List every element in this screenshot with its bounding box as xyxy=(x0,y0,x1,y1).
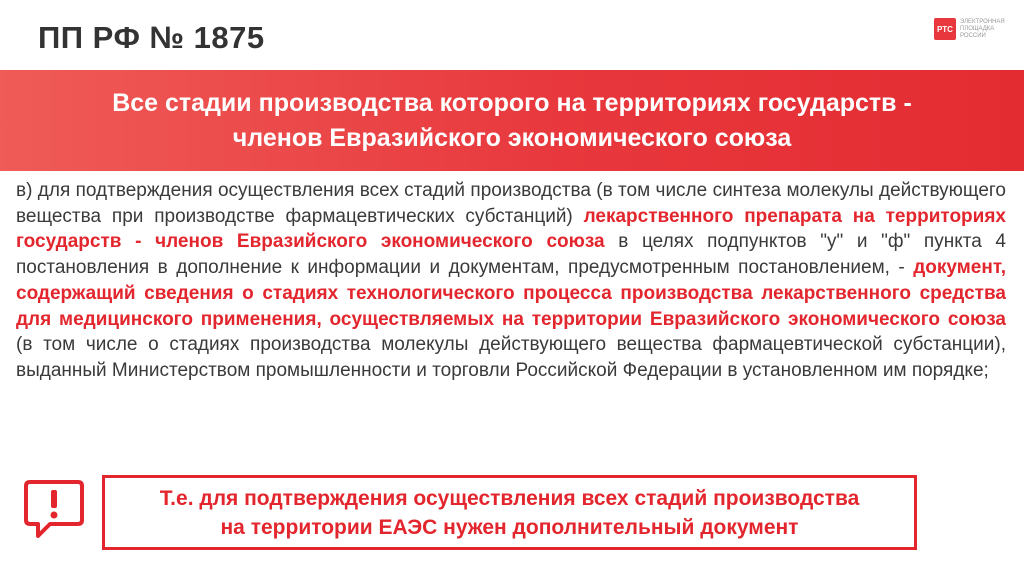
logo-text xyxy=(960,19,1005,40)
callout-line-2: на территории ЕАЭС нужен дополнительный документ xyxy=(220,515,799,539)
highlight-text-1: лекарственного препарата на территориях государств - членов Евразийского экономического союза xyxy=(16,205,1006,253)
logo-mark: РТС xyxy=(934,18,956,40)
logo-line-2: ПЛОЩАДКА xyxy=(960,26,995,32)
banner-line-1: Все стадии производства которого на территориях государств - xyxy=(112,88,912,117)
logo-line-1: ЭЛЕКТРОННАЯ xyxy=(960,19,1005,25)
logo xyxy=(934,18,1014,50)
logo-line-3: РОССИИ xyxy=(960,33,986,39)
highlight-text-2: документ, содержащий сведения о стадиях технологического процесса производства лекарственного средства для медицинского применения, осуществляемых на территории Евразийского экономического союза xyxy=(16,257,1006,330)
legal-paragraph xyxy=(16,178,1006,384)
callout-line-1: Т.е. для подтверждения осуществления всех стадий производства xyxy=(159,486,860,510)
page-title: ПП РФ № 1875 xyxy=(38,20,265,55)
paragraph-text-1: в) для подтверждения осуществления всех стадий производства (в том числе синтеза молекулы действующего вещества при производстве фармацевтических субстанций) xyxy=(16,180,1006,227)
banner-line-2: членов Евразийского экономического союза xyxy=(232,123,792,152)
paragraph-text-2: в целях подпунктов "у" и "ф" пункта 4 постановления в дополнение к информации и документам, предусмотренным постановлением, - xyxy=(16,231,1006,279)
chat-exclamation-icon xyxy=(24,478,84,542)
title-banner xyxy=(0,70,1024,171)
callout-box xyxy=(102,475,917,550)
paragraph-text-3: (в том числе о стадиях производства молекулы действующего вещества фармацевтической субстанции), выданный Министерством промышленности и торговли Российской Федерации в установленном им порядке; xyxy=(16,334,1006,381)
